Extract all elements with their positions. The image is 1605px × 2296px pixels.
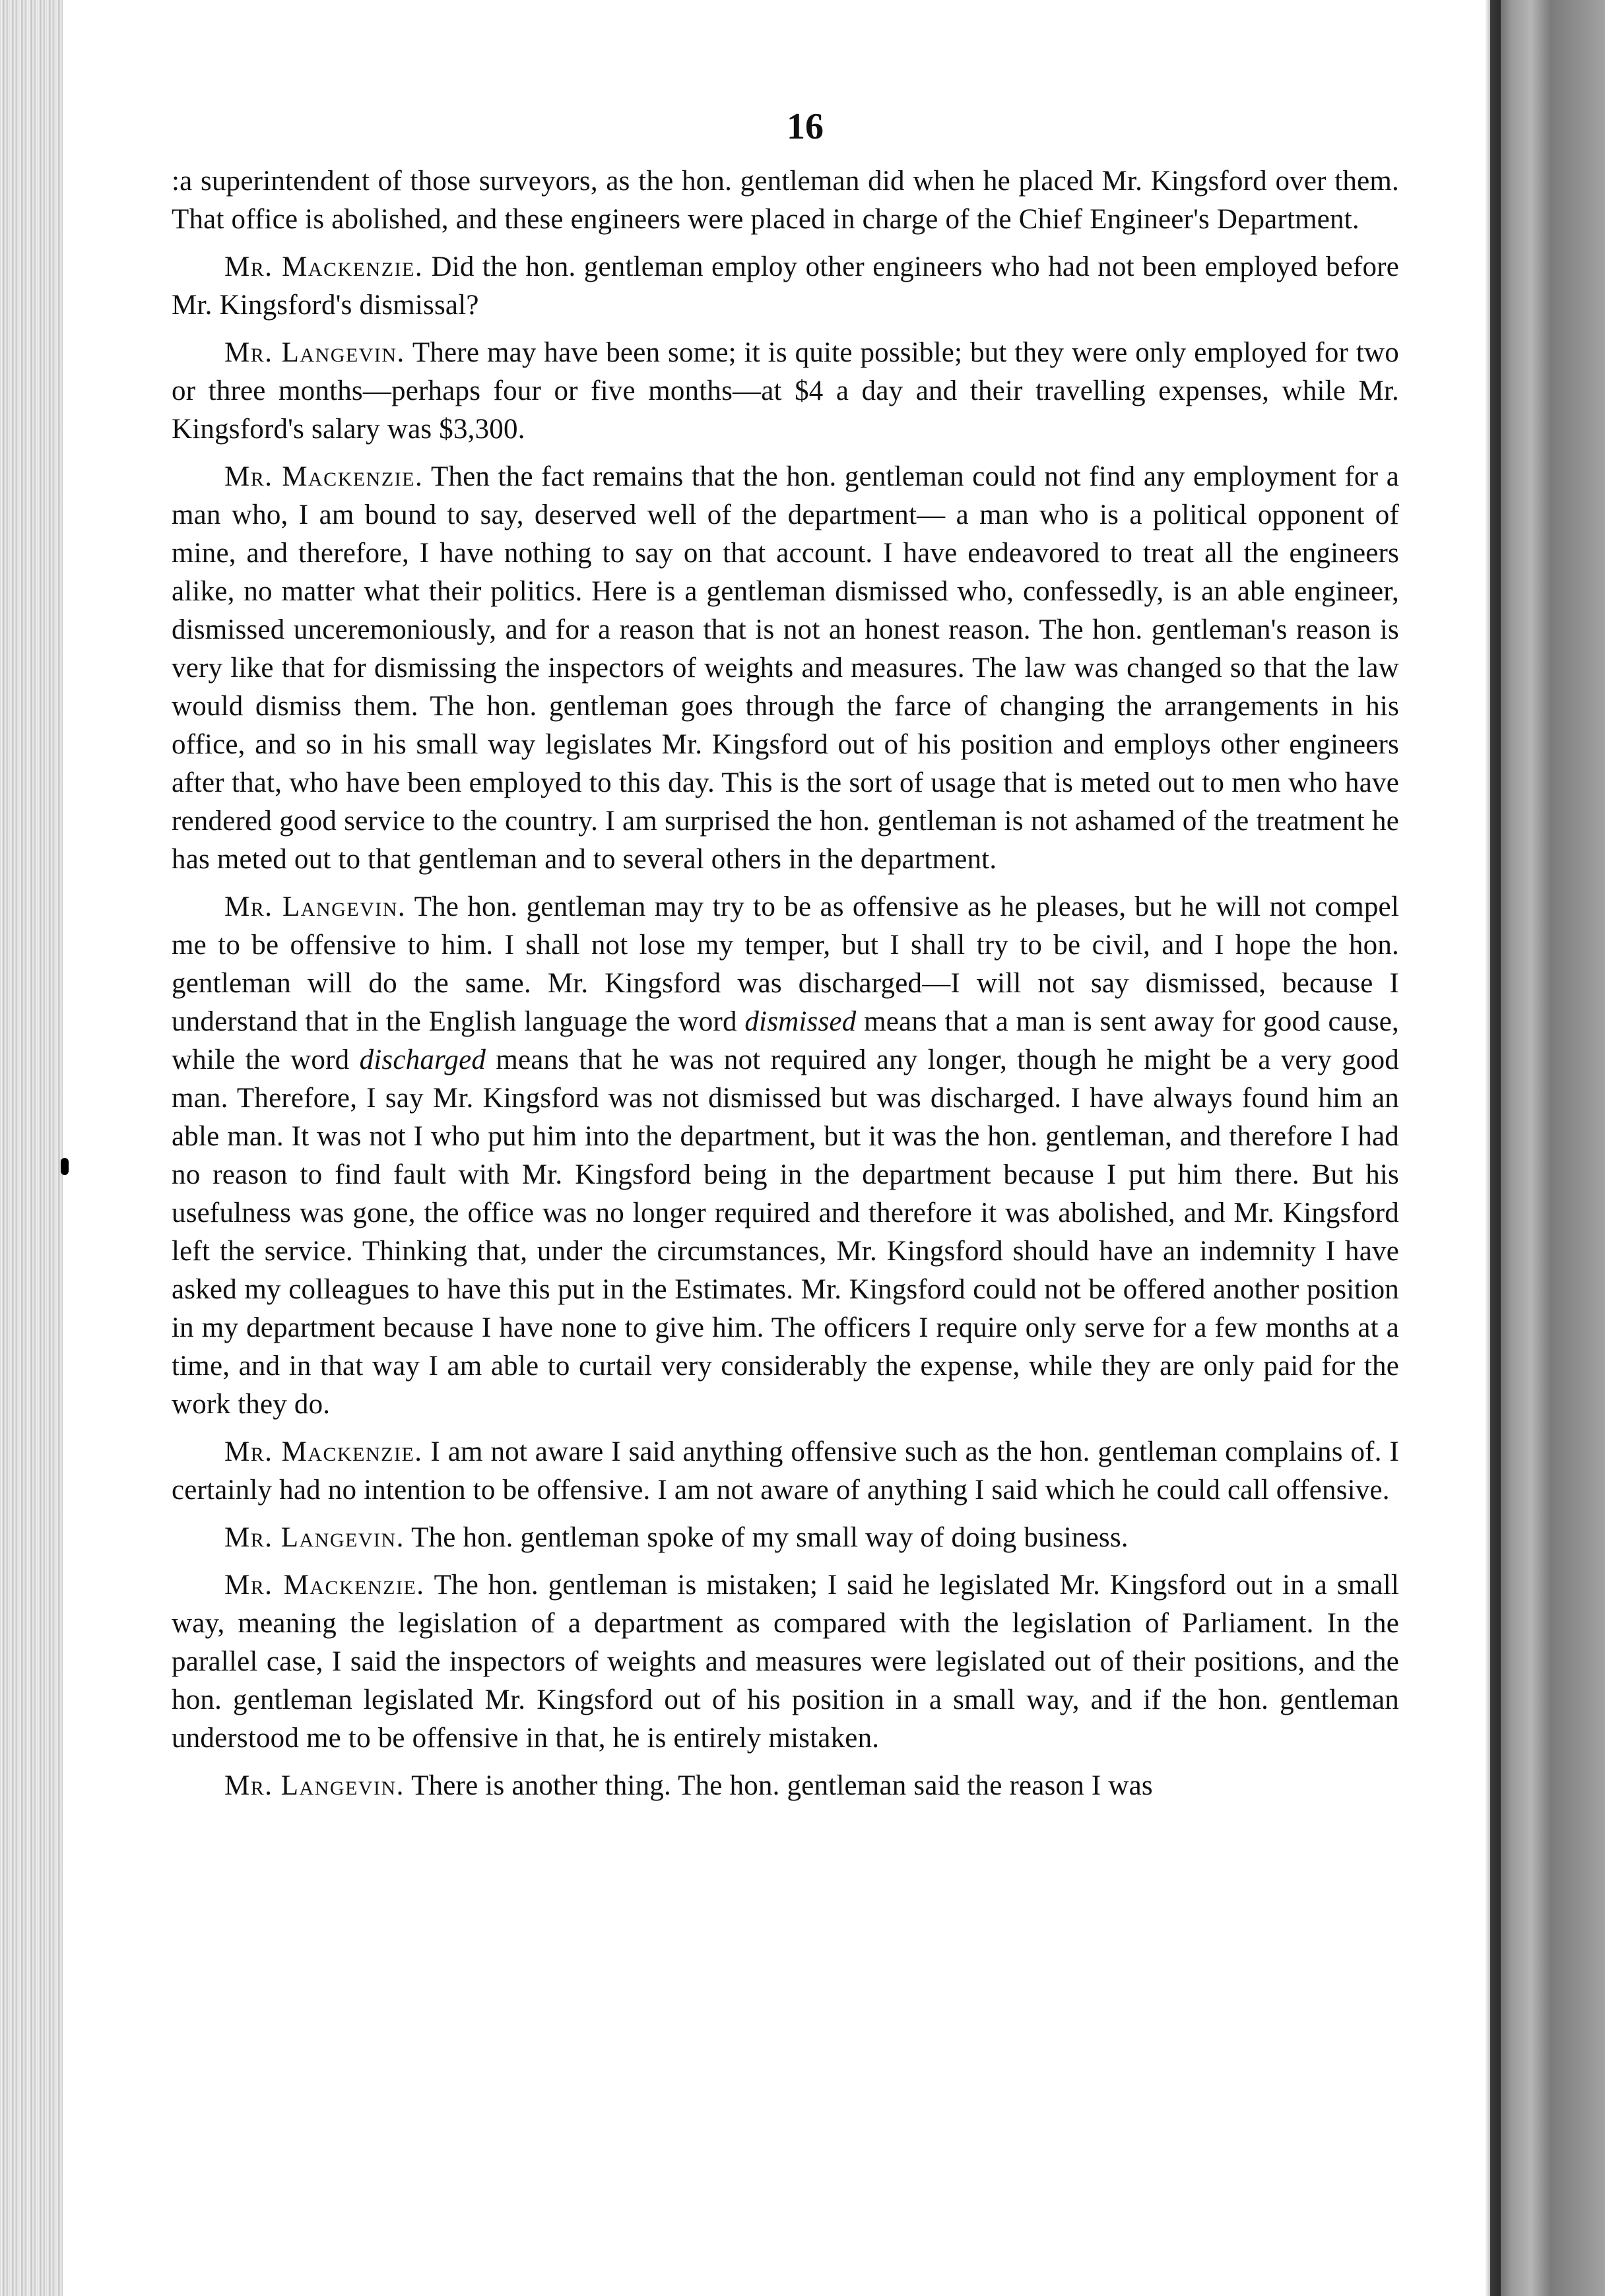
speech-paragraph	[172, 248, 1399, 325]
speaker-name: Mr. Langevin.	[224, 1522, 405, 1553]
speech-text: means that he was not required any longer, though he might be a very good man. Therefore, I say Mr. Kingsford was not dismissed but was discharged. I have always found him an able man. It was not I who put him into the department, but it was the hon. gentleman, and therefore I had no reason to find fault with Mr. Kingsford being in the department because I put him there. But his usefulness was gone, the office was no longer required and therefore it was abolished, and Mr. Kingsford left the service. Thinking that, under the circumstances, Mr. Kingsford should have an indemnity I have asked my colleagues to have this put in the Estimates. Mr. Kingsford could not be offered another position in my department because I have none to give him. The officers I require only serve for a few months at a time, and in that way I am able to curtail very considerably the expense, while they are only paid for the work they do.	[172, 1044, 1399, 1420]
speech-paragraph	[172, 1566, 1399, 1758]
speaker-name: Mr. Mackenzie.	[224, 461, 424, 492]
speech-text: The hon. gentleman may try to be as offensive as he pleases, but he will not compel me to be offensive to him. I shall not lose my temper, but I shall try to be civil, and I hope the hon. gentleman will do the same. Mr. Kingsford was discharged—I will not say dismissed, because I understand that in the English language the word	[172, 891, 1399, 1037]
speech-paragraph	[172, 458, 1399, 879]
speech-paragraph	[172, 888, 1399, 1424]
speaker-name: Mr. Mackenzie.	[224, 251, 424, 282]
speech-text: There is another thing. The hon. gentleman said the reason I was	[411, 1770, 1153, 1801]
speech-text: The hon. gentleman is mistaken; I said he legislated Mr. Kingsford out in a small way, meaning the legislation of a department as compared with the legislation of Parliament. In the parallel case, I said the inspectors of weights and measures were legislated out of their positions, and the hon. gentleman legislated Mr. Kingsford out of his position in a small way, and if the hon. gentleman understood me to be offensive in that, he is entirely mistaken.	[172, 1570, 1399, 1754]
speaker-name: Mr. Langevin.	[224, 1770, 405, 1801]
speaker-name: Mr. Mackenzie.	[224, 1436, 423, 1467]
document-page	[172, 106, 1399, 1814]
speech-text: There may have been some; it is quite possible; but they were only employed for two or three months—perhaps four or five months—at $4 a day and their travelling expenses, while Mr. Kingsford's salary was $3,300.	[172, 337, 1399, 445]
speech-paragraph	[172, 1767, 1399, 1805]
scanned-left-edge	[0, 0, 63, 2296]
speech-paragraph	[172, 1519, 1399, 1557]
margin-mark	[61, 1158, 69, 1175]
paragraph-continued	[172, 162, 1399, 239]
speech-paragraph	[172, 334, 1399, 449]
speaker-name: Mr. Mackenzie.	[224, 1570, 425, 1601]
page-number: 16	[787, 106, 824, 147]
speech-text: means that a man is sent away for good cause, while the word	[172, 1006, 1399, 1075]
speech-text: The hon. gentleman spoke of my small way of doing business.	[411, 1522, 1129, 1553]
speaker-name: Mr. Langevin.	[224, 891, 407, 922]
paragraph-text: :a superintendent of those surveyors, as the hon. gentleman did when he placed Mr. Kingsford over them. That office is abolished, and these engineers were placed in charge of the Chief Engineer's Department.	[172, 166, 1399, 235]
speaker-name: Mr. Langevin.	[224, 337, 405, 368]
italic-word: discharged	[359, 1044, 486, 1075]
speech-text: I am not aware I said anything offensive such as the hon. gentleman complains of. I certainly had no intention to be offensive. I am not aware of anything I said which he could call offensive.	[172, 1436, 1399, 1506]
scanned-right-edge	[1485, 0, 1605, 2296]
italic-word: dismissed	[744, 1006, 857, 1037]
speech-text: Then the fact remains that the hon. gentleman could not find any employment for a man who, I am bound to say, deserved well of the department— a man who is a political opponent of mine, and therefore, I have nothing to say on that account. I have endeavored to treat all the engineers alike, no matter what their politics. Here is a gentleman dismissed who, confessedly, is an able engineer, dismissed unceremoniously, and for a reason that is not an honest reason. The hon. gentleman's reason is very like that for dismissing the inspectors of weights and measures. The law was changed so that the law would dismiss them. The hon. gentleman goes through the farce of changing the arrangements in his office, and so in his small way legislates Mr. Kingsford out of his position and employs other engineers after that, who have been employed to this day. This is the sort of usage that is meted out to men who have rendered good service to the country. I am surprised the hon. gentleman is not ashamed of the treatment he has meted out to that gentleman and to several others in the department.	[172, 461, 1399, 875]
speech-paragraph	[172, 1433, 1399, 1510]
speech-text: Did the hon. gentleman employ other engineers who had not been employed before Mr. Kingsford's dismissal?	[172, 251, 1399, 321]
